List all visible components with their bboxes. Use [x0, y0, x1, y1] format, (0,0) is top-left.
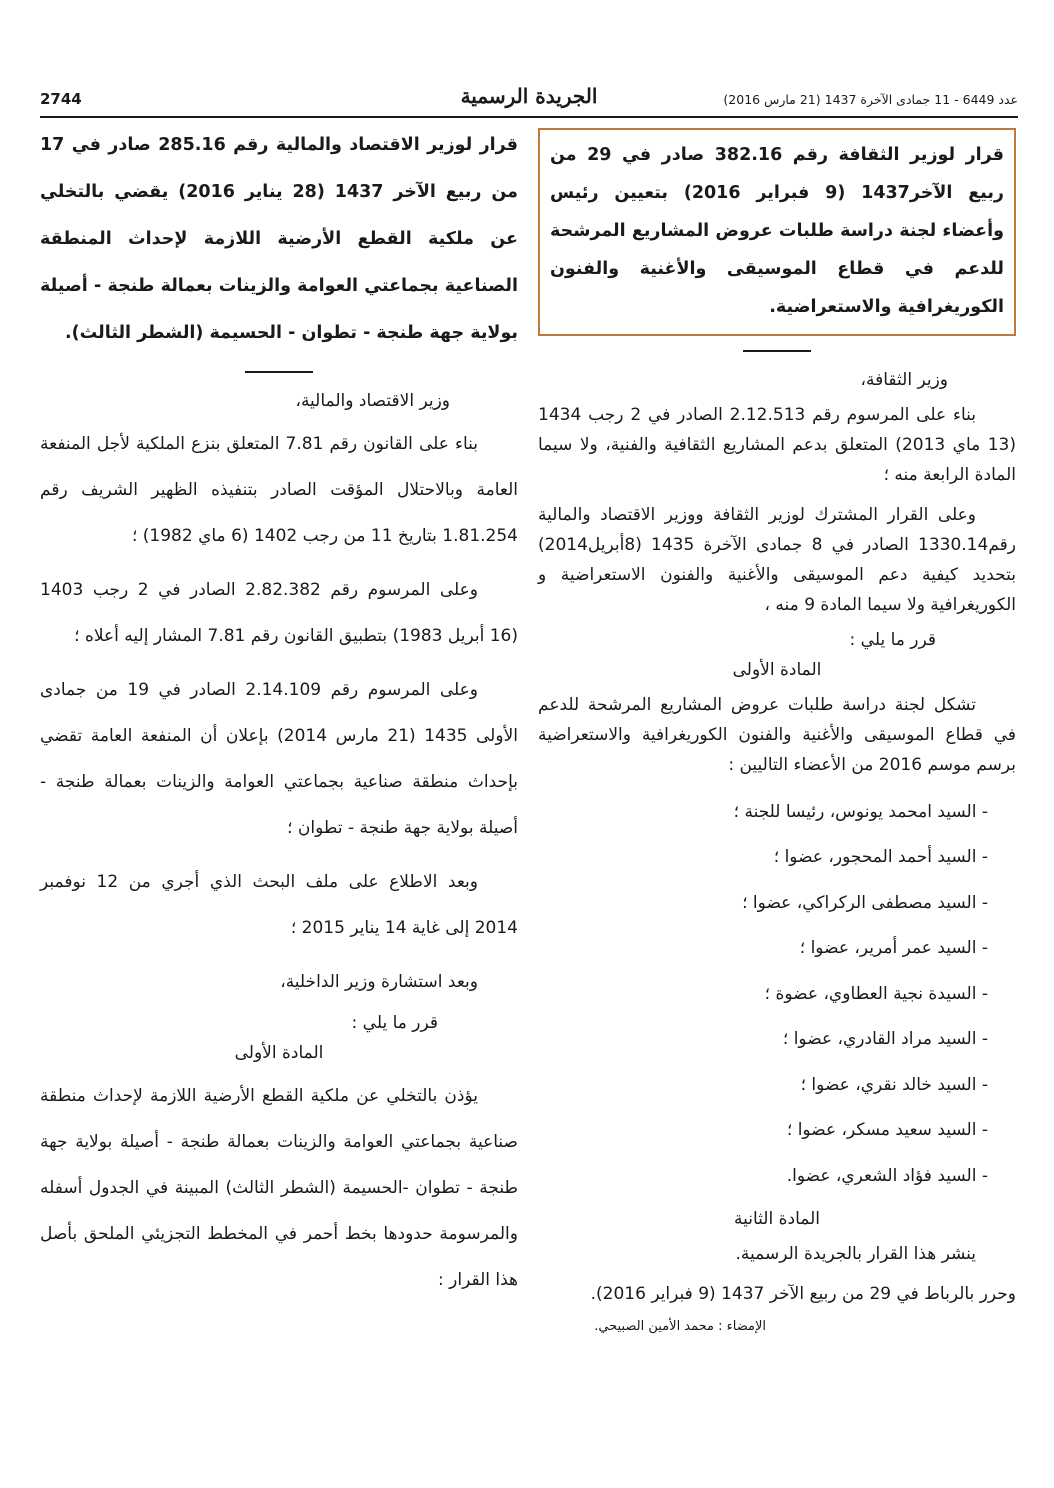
preamble-paragraph: وعلى المرسوم رقم 2.82.382 الصادر في 2 رجب 1403 (16 أبريل 1983) بتطبيق القانون رقم 7.81 المشار إليه أعلاه ؛ [40, 579, 518, 646]
issue-info: عدد 6449 - 11 جمادى الآخرة 1437 (21 مارس 2016) [723, 92, 1018, 107]
article-text: ينشر هذا القرار بالجريدة الرسمية. [735, 1244, 976, 1264]
separator [743, 350, 811, 352]
minister-line: وزير الاقتصاد والمالية، [295, 390, 450, 411]
decided-line: قرر ما يلي : [849, 629, 936, 650]
list-item: - السيد سعيد مسكر، عضوا ؛ [786, 1120, 988, 1140]
list-item: - السيد مراد القادري، عضوا ؛ [782, 1029, 988, 1049]
journal-title: الجريدة الرسمية [460, 84, 598, 108]
preamble-paragraph: وعلى القرار المشترك لوزير الثقافة ووزير الاقتصاد والمالية رقم1330.14 الصادر في 8 جمادى الآخرة 1435 (8أبريل2014) بتحديد كيفية دعم الموسيقى والأغنية والفنون الاستعراضية و الكوريغرافية ولا سيما المادة 9 منه ، [538, 504, 1016, 615]
signature-line: الإمضاء : محمد الأمين الصبيحي. [594, 1319, 766, 1334]
header-rule [40, 116, 1018, 118]
page-header [40, 84, 1018, 114]
list-item: - السيد عمر أمرير، عضوا ؛ [799, 938, 988, 958]
list-item: - السيدة نجية العطاوي، عضوة ؛ [764, 983, 988, 1004]
preamble-paragraph: وبعد الاطلاع على ملف البحث الذي أجري من 12 نوفمبر 2014 إلى غاية 14 يناير 2015 ؛ [40, 871, 518, 938]
done-at-line: وحرر بالرباط في 29 من ربيع الآخر 1437 (9 فبراير 2016). [590, 1284, 1016, 1304]
preamble-paragraph: بناء على القانون رقم 7.81 المتعلق بنزع الملكية لأجل المنفعة العامة وبالاحتلال المؤقت الصادر بتنفيذه الظهير الشريف رقم 1.81.254 بتاريخ 11 من رجب 1402 (6 ماي 1982) ؛ [40, 433, 518, 546]
preamble-paragraph: وعلى المرسوم رقم 2.14.109 الصادر في 19 من جمادى الأولى 1435 (21 مارس 2014) بإعلان أن المنفعة العامة تقضي بإحداث منطقة صناعية بجماعتي العوامة والزينات بعمالة طنجة - أصيلة بولاية جهة طنجة - تطوان ؛ [40, 679, 518, 838]
list-item: - السيد أحمد المحجور، عضوا ؛ [773, 847, 988, 867]
article-text: تشكل لجنة دراسة طلبات عروض المشاريع المرشحة للدعم في قطاع الموسيقى والأغنية والفنون الكوريغرافية والاستعراضية برسم موسم 2016 من الأعضاء التاليين : [538, 694, 1016, 775]
left-column [40, 128, 518, 1311]
article-text: يؤذن بالتخلي عن ملكية القطع الأرضية اللازمة لإحداث منطقة صناعية بجماعتي العوامة والزينات بعمالة طنجة - أصيلة بولاية جهة طنجة - تطوان -الحسيمة (الشطر الثالث) المبينة في الجدول أسفله والمرسومة حدودها بخط أحمر في المخطط التجزيئي الملحق بأصل هذا القرار : [40, 1085, 518, 1290]
decided-line: قرر ما يلي : [351, 1012, 438, 1033]
separator [245, 371, 313, 373]
article-heading: المادة الأولى [234, 1042, 324, 1063]
members-list [538, 790, 1016, 1200]
list-item: - السيد خالد نقري، عضوا ؛ [800, 1074, 988, 1095]
list-item: - السيد مصطفى الركراكي، عضوا ؛ [742, 892, 988, 913]
article-heading: المادة الأولى [732, 659, 822, 680]
preamble-paragraph: وبعد استشارة وزير الداخلية، [280, 971, 478, 992]
decree-title: قرار لوزير الاقتصاد والمالية رقم 285.16 صادر في 17 من ربيع الآخر 1437 (28 يناير 2016) يقضي بالتخلي عن ملكية القطع الأرضية اللازمة لإحداث المنطقة الصناعية بجماعتي العوامة والزينات بعمالة طنجة - أصيلة بولاية جهة طنجة - تطوان - الحسيمة (الشطر الثالث). [40, 135, 519, 343]
list-item: - السيد امحمد يونوس، رئيسا للجنة ؛ [733, 801, 988, 822]
article-heading: المادة الثانية [734, 1209, 820, 1229]
minister-line: وزير الثقافة، [860, 369, 948, 390]
page-number: 2744 [40, 90, 82, 108]
decree-title-highlighted: قرار لوزير الثقافة رقم 382.16 صادر في 29 من ربيع الآخر1437 (9 فبراير 2016) بتعيين رئيس وأعضاء لجنة دراسة طلبات عروض المشاريع المرشحة للدعم في قطاع الموسيقى والأغنية والفنون الكوريغرافية والاستعراضية. [538, 128, 1016, 336]
right-column [538, 128, 1016, 1334]
list-item: - السيد فؤاد الشعري، عضوا. [786, 1165, 988, 1186]
preamble-paragraph: بناء على المرسوم رقم 2.12.513 الصادر في 2 رجب 1434 (13 ماي 2013) المتعلق بدعم المشاريع الثقافية والفنية، ولا سيما المادة الرابعة منه ؛ [538, 404, 1016, 485]
